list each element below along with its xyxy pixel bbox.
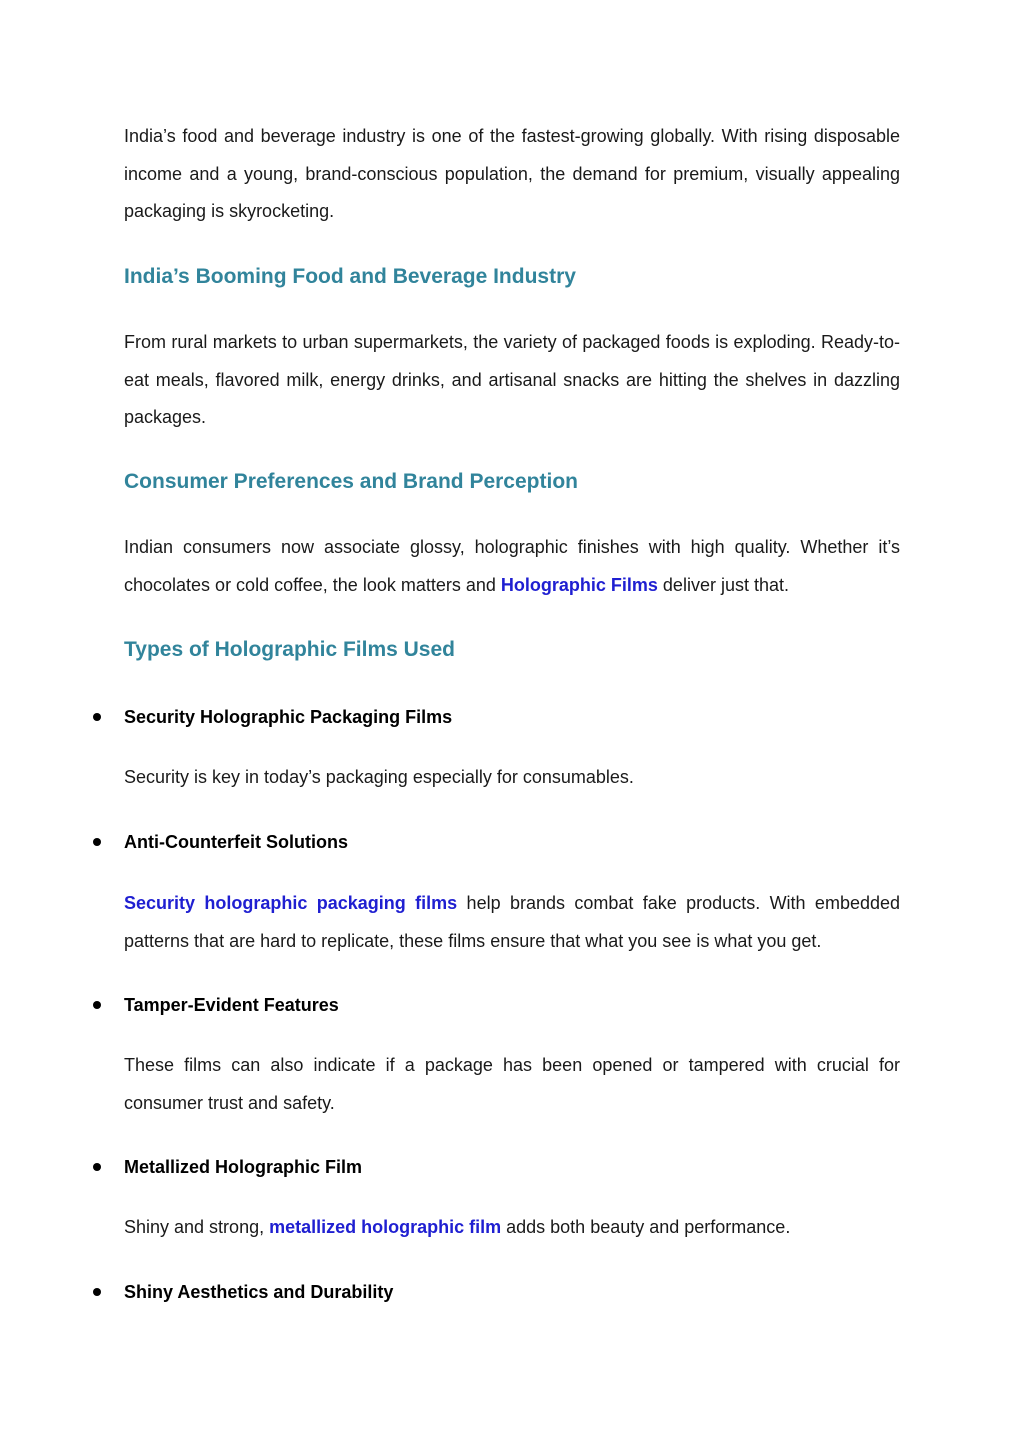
metallized-holographic-film-link[interactable]: metallized holographic film [269,1217,502,1237]
anti-counterfeit-paragraph [124,885,900,960]
bullet-dot-icon [93,713,101,721]
bullet-label: Tamper-Evident Features [124,995,339,1015]
heading-booming-industry: India’s Booming Food and Beverage Industry [124,265,576,288]
bullet-item-tamper-evident [0,990,1024,1020]
bullet-label: Anti-Counterfeit Solutions [124,832,348,852]
bullet-item-metallized-film [0,1152,1024,1182]
bullet-label: Security Holographic Packaging Films [124,707,453,727]
security-holographic-packaging-films-link[interactable]: Security holographic packaging films [124,893,458,913]
consumer-preferences-paragraph [124,529,900,604]
anti-counterfeit-text-after: help brands combat fake products. With embedded patterns that are hard to replicate, these films ensure that what you see is what you get. [124,893,901,951]
metallized-text-after: adds both beauty and performance. [501,1217,791,1237]
bullet-item-anti-counterfeit [0,827,1024,857]
bullet-item-shiny-aesthetics [0,1277,1024,1307]
security-paragraph: Security is key in today’s packaging especially for consumables. [124,767,634,787]
bullet-label: Metallized Holographic Film [124,1157,363,1177]
bullet-dot-icon [93,1288,101,1296]
consumer-text-after: deliver just that. [657,574,789,595]
bullet-dot-icon [93,838,101,846]
heading-types-of-films: Types of Holographic Films Used [124,638,455,661]
tamper-paragraph: These films can also indicate if a package has been opened or tampered with crucial for consumer trust and safety. [124,1055,900,1113]
intro-paragraph: India’s food and beverage industry is one of the fastest-growing globally. With rising disposable income and a young, brand-conscious population, the demand for premium, visually appealing packaging is skyrocketing. [124,126,900,221]
consumer-text-before: Indian consumers now associate glossy, holographic finishes with high quality. Whether it’s chocolates or cold coffee, the look matters and [124,537,900,595]
bullet-dot-icon [93,1001,101,1009]
booming-industry-paragraph: From rural markets to urban supermarkets, the variety of packaged foods is exploding. Ready-to-eat meals, flavored milk, energy drinks, and artisanal snacks are hitting the shelves in dazzling packages. [124,332,900,427]
bullet-item-security-films [0,702,1024,732]
holographic-films-link[interactable]: Holographic Films [500,574,658,595]
metallized-text-before: Shiny and strong, [124,1217,270,1237]
bullet-dot-icon [93,1163,101,1171]
heading-consumer-preferences: Consumer Preferences and Brand Perception [124,470,578,493]
metallized-paragraph [124,1209,900,1247]
bullet-label: Shiny Aesthetics and Durability [124,1282,394,1302]
